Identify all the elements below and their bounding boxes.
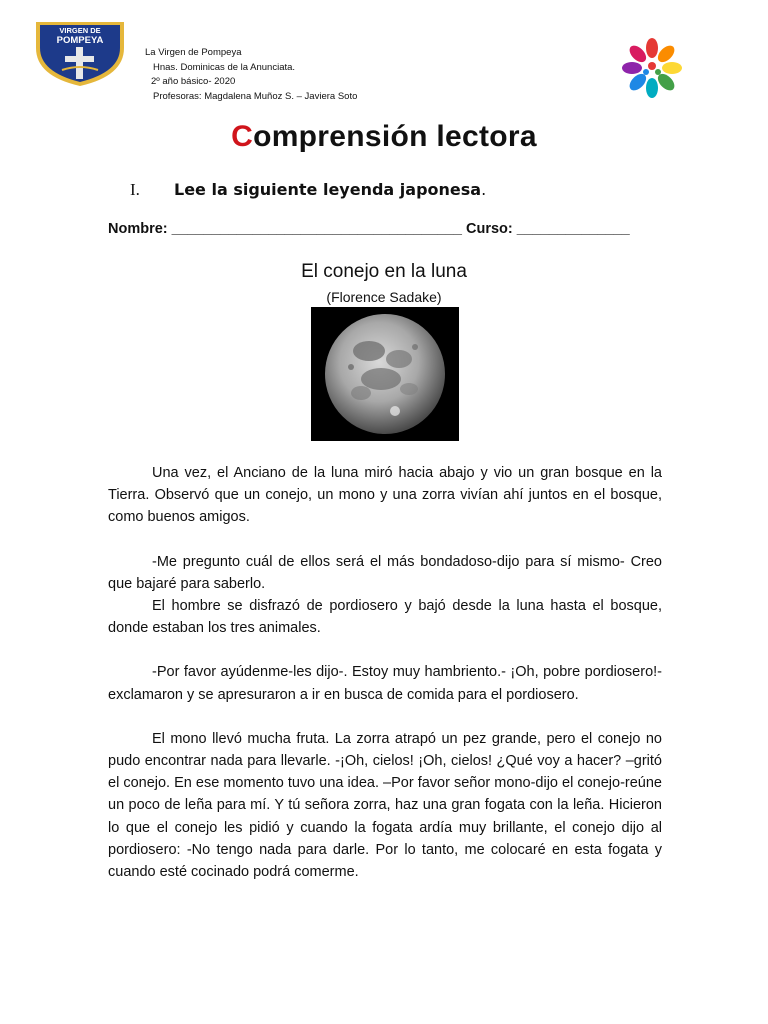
hands-logo-icon xyxy=(620,36,684,100)
school-congregation: Hnas. Dominicas de la Anunciata. xyxy=(153,61,296,73)
story-paragraph: Una vez, el Anciano de la luna miró hacia abajo y vio un gran bosque en la Tierra. Observó que un conejo, un mono y una zorra vivían ahí juntos en el bosque, como buenos amigos. xyxy=(108,465,662,526)
moon-image xyxy=(311,307,459,441)
name-label: Nombre: xyxy=(108,221,172,237)
story-title: El conejo en la luna xyxy=(301,261,467,282)
story-paragraph: El hombre se disfrazó de pordiosero y bajó desde la luna hasta el bosque, donde estaban los tres animales. xyxy=(108,598,662,637)
school-name: La Virgen de Pompeya xyxy=(145,47,242,58)
title-first-letter: C xyxy=(231,120,254,153)
school-teachers: Profesoras: Magdalena Muñoz S. – Javiera Soto xyxy=(153,90,358,102)
crest-text-top: VIRGEN DE xyxy=(59,26,101,35)
title-rest: omprensión lectora xyxy=(253,120,537,153)
instruction xyxy=(174,180,486,199)
story-author: (Florence Sadake) xyxy=(326,289,442,305)
school-info xyxy=(145,46,357,104)
story-paragraph: El mono llevó mucha fruta. La zorra atrapó un pez grande, pero el conejo no pudo encontrar nada para llevarle. -¡Oh, cielos! ¡Oh, cielos! ¿Qué voy a hacer? –gritó el conejo. En ese momento tuvo una idea. –Por favor señor mono-dijo el conejo-reúne un poco de leña para mí. Y tú señora zorra, haz una gran fogata con la leña. Hicieron lo que el conejo les pidió y cuando la fogata ardía muy brillante, el conejo dijo al pordiosero: -No tengo nada para darle. Por lo tanto, me colocaré en esta fogata y cuando esté cocinado podrá comerme. xyxy=(108,730,662,881)
story-paragraph: -Por favor ayúdenme-les dijo-. Estoy muy hambriento.- ¡Oh, pobre pordiosero!-exclamaron y se apresuraron a ir en busca de comida para el pordiosero. xyxy=(108,664,662,703)
page-title xyxy=(0,120,768,154)
name-blank[interactable]: ____________________________________ xyxy=(171,221,462,237)
instruction-text: Lee la siguiente leyenda japonesa xyxy=(174,180,482,199)
course-blank[interactable]: ______________ xyxy=(516,221,630,237)
story-body xyxy=(108,462,662,883)
course-label: Curso: xyxy=(461,221,517,237)
school-crest-logo xyxy=(32,18,128,88)
crest-text-main: POMPEYA xyxy=(56,35,104,46)
instruction-end: . xyxy=(481,180,487,199)
name-course-line xyxy=(108,221,630,237)
story-paragraph: -Me pregunto cuál de ellos será el más bondadoso-dijo para sí mismo- Creo que bajaré para saberlo. xyxy=(108,553,662,592)
school-grade-year: 2º año básico- 2020 xyxy=(151,76,236,87)
instruction-number: I. xyxy=(130,180,140,199)
